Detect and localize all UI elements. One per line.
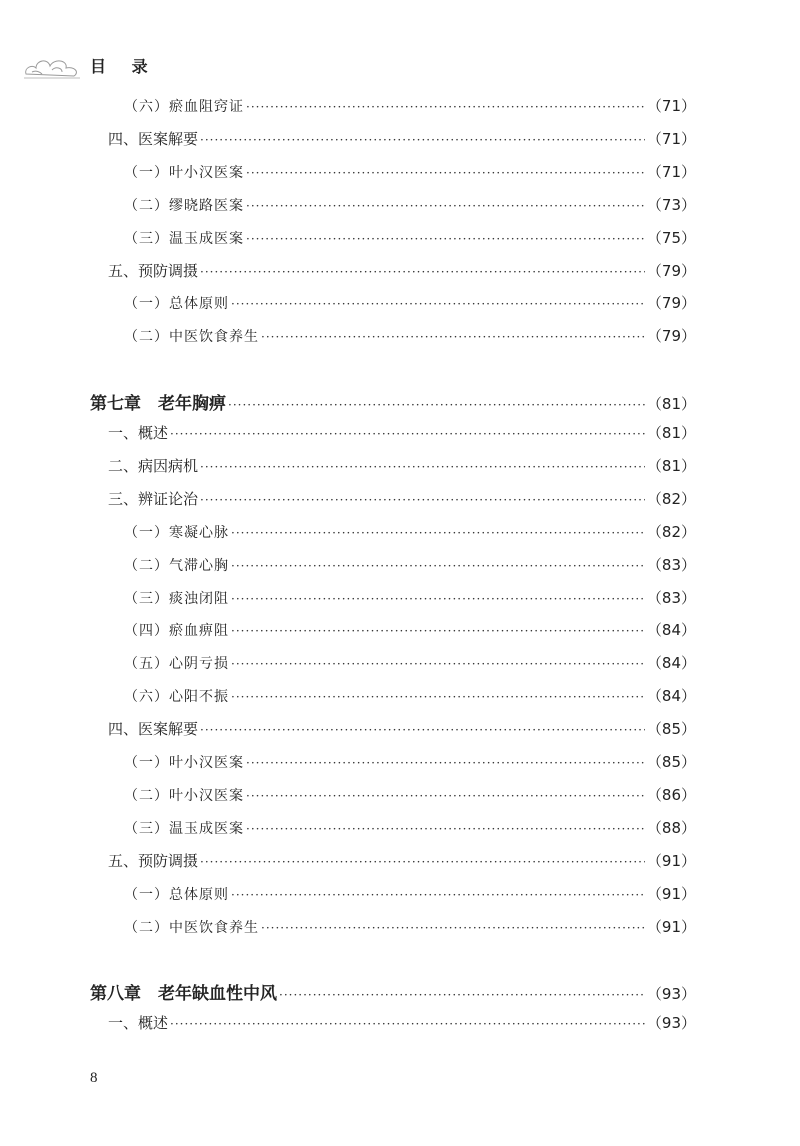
toc-subsection-entry[interactable] (0, 587, 800, 613)
toc-entry-label: （六）心阳不振 (124, 689, 229, 705)
toc-entry-label: 五、预防调摄 (108, 852, 199, 870)
toc-entry-page: （79） (646, 262, 696, 280)
toc-dot-leader (279, 988, 645, 1002)
toc-dot-leader (231, 624, 645, 638)
toc-entry-label: 三、辨证论治 (108, 490, 199, 508)
toc-entry-label: （五）心阴亏损 (124, 656, 229, 672)
page-number: 8 (90, 1070, 98, 1086)
toc-entry-page: （86） (646, 786, 696, 804)
toc-dot-leader (200, 265, 645, 279)
toc-dot-leader (246, 822, 645, 836)
toc-entry-label: 一、概述 (108, 1014, 169, 1032)
toc-dot-leader (231, 690, 645, 704)
toc-entry-label: （二）叶小汉医案 (124, 788, 244, 804)
toc-entry-label: （二）气滞心胸 (124, 558, 229, 574)
toc-entry-page: （91） (646, 852, 696, 870)
toc-subsection-entry[interactable] (0, 883, 800, 909)
toc-dot-leader (246, 166, 645, 180)
toc-entry-label: （四）瘀血痹阻 (124, 623, 229, 639)
toc-entry-page: （85） (646, 720, 696, 738)
toc-entry-label: 第七章 老年胸痹 (90, 394, 226, 414)
toc-dot-leader (246, 199, 645, 213)
toc-entry-page: （79） (646, 294, 696, 312)
toc-entry-label: 四、医案解要 (108, 130, 199, 148)
toc-entry-label: （二）中医饮食养生 (124, 920, 259, 936)
toc-section-entry[interactable] (0, 1012, 800, 1038)
toc-dot-leader (170, 1017, 645, 1031)
toc-entry-page: （84） (646, 687, 696, 705)
toc-entry-label: 一、概述 (108, 424, 169, 442)
toc-entry-label: （三）温玉成医案 (124, 821, 244, 837)
toc-dot-leader (200, 460, 645, 474)
cloud-ornament-icon (22, 52, 84, 82)
toc-subsection-entry[interactable] (0, 652, 800, 678)
toc-entry-page: （82） (646, 490, 696, 508)
toc-dot-leader (200, 493, 645, 507)
toc-dot-leader (231, 297, 645, 311)
toc-entry-label: （二）中医饮食养生 (124, 329, 259, 345)
toc-entry-label: （六）瘀血阻窍证 (124, 99, 244, 115)
toc-entry-label: 五、预防调摄 (108, 262, 199, 280)
toc-entry-page: （82） (646, 523, 696, 541)
toc-entry-page: （75） (646, 229, 696, 247)
toc-entry-page: （81） (646, 395, 696, 413)
toc-subsection-entry[interactable] (0, 292, 800, 318)
toc-entry-page: （91） (646, 885, 696, 903)
toc-subsection-entry[interactable] (0, 751, 800, 777)
header-title: 目 录 (90, 57, 158, 76)
toc-chapter-entry[interactable] (0, 979, 800, 1005)
toc-subsection-entry[interactable] (0, 554, 800, 580)
toc-subsection-entry[interactable] (0, 194, 800, 220)
toc-entry-page: （85） (646, 753, 696, 771)
toc-dot-leader (170, 427, 645, 441)
toc-dot-leader (200, 133, 645, 147)
toc-entry-page: （93） (646, 985, 696, 1003)
toc-entry-page: （91） (646, 918, 696, 936)
toc-dot-leader (246, 100, 645, 114)
toc-dot-leader (231, 559, 645, 573)
toc-section-entry[interactable] (0, 455, 800, 481)
toc-entry-page: （71） (646, 130, 696, 148)
toc-dot-leader (231, 526, 645, 540)
toc-entry-page: （88） (646, 819, 696, 837)
toc-entry-page: （79） (646, 327, 696, 345)
toc-entry-page: （84） (646, 654, 696, 672)
toc-entry-page: （83） (646, 556, 696, 574)
toc-entry-label: 四、医案解要 (108, 720, 199, 738)
toc-entry-label: （一）总体原则 (124, 887, 229, 903)
toc-dot-leader (246, 232, 645, 246)
toc-entry-page: （71） (646, 163, 696, 181)
toc-dot-leader (200, 723, 645, 737)
toc-dot-leader (246, 756, 645, 770)
toc-dot-leader (200, 855, 645, 869)
running-header (22, 50, 262, 86)
toc-section-entry[interactable] (0, 850, 800, 876)
toc-entry-page: （83） (646, 589, 696, 607)
toc-section-entry[interactable] (0, 260, 800, 286)
toc-entry-label: （三）温玉成医案 (124, 231, 244, 247)
toc-dot-leader (231, 888, 645, 902)
toc-subsection-entry[interactable] (0, 784, 800, 810)
toc-dot-leader (231, 657, 645, 671)
toc-entry-label: （一）总体原则 (124, 296, 229, 312)
toc-section-entry[interactable] (0, 422, 800, 448)
toc-subsection-entry[interactable] (0, 521, 800, 547)
toc-entry-label: （一）叶小汉医案 (124, 755, 244, 771)
toc-dot-leader (228, 398, 645, 412)
toc-section-entry[interactable] (0, 718, 800, 744)
toc-entry-label: 第八章 老年缺血性中风 (90, 984, 277, 1004)
toc-entry-page: （71） (646, 97, 696, 115)
toc-dot-leader (261, 330, 645, 344)
toc-entry-page: （81） (646, 424, 696, 442)
toc-entry-page: （93） (646, 1014, 696, 1032)
toc-subsection-entry[interactable] (0, 227, 800, 253)
toc-entry-label: （二）缪晓路医案 (124, 198, 244, 214)
toc-entry-page: （84） (646, 621, 696, 639)
toc-entry-page: （73） (646, 196, 696, 214)
toc-entry-label: （三）痰浊闭阻 (124, 591, 229, 607)
toc-subsection-entry[interactable] (0, 95, 800, 121)
toc-subsection-entry[interactable] (0, 685, 800, 711)
toc-subsection-entry[interactable] (0, 817, 800, 843)
toc-subsection-entry[interactable] (0, 161, 800, 187)
toc-subsection-entry[interactable] (0, 325, 800, 351)
toc-subsection-entry[interactable] (0, 916, 800, 942)
toc-entry-label: （一）叶小汉医案 (124, 165, 244, 181)
toc-dot-leader (246, 789, 645, 803)
toc-entry-label: （一）寒凝心脉 (124, 525, 229, 541)
toc-dot-leader (231, 592, 645, 606)
toc-entry-label: 二、病因病机 (108, 457, 199, 475)
toc-subsection-entry[interactable] (0, 619, 800, 645)
toc-entry-page: （81） (646, 457, 696, 475)
toc-dot-leader (261, 921, 645, 935)
toc-section-entry[interactable] (0, 488, 800, 514)
toc-chapter-entry[interactable] (0, 389, 800, 415)
toc-section-entry[interactable] (0, 128, 800, 154)
